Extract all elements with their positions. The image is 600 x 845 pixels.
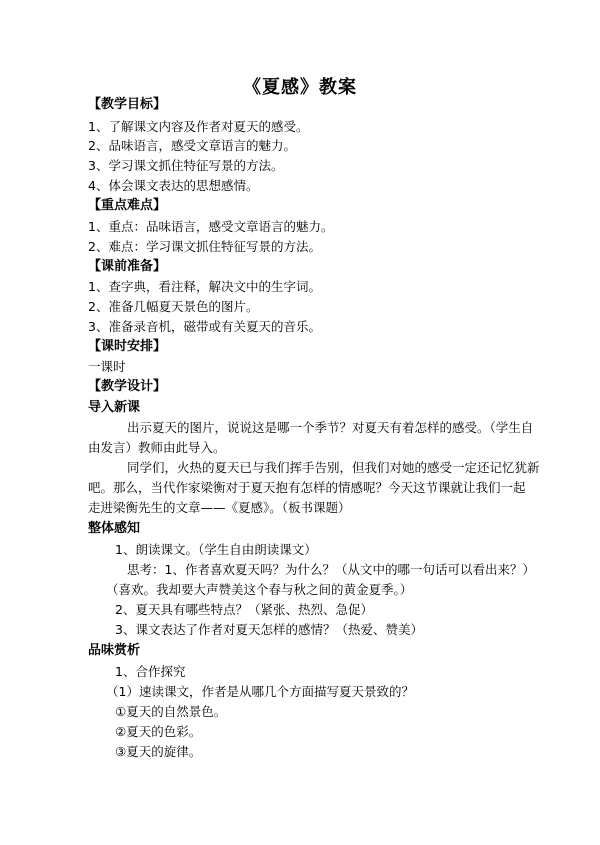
- appreciate-line: ③夏天的旋律。: [115, 744, 202, 759]
- design-heading: 【教学设计】: [88, 379, 167, 394]
- goal-item: 4、体会课文表达的思想感情。: [88, 178, 259, 193]
- overall-line: 思考：1、作者喜欢夏天吗？为什么？（从文中的哪一句话可以看出来？）: [127, 562, 535, 577]
- intro-line: 走进梁衡先生的文章——《夏感》。（板书课题）: [88, 500, 351, 515]
- appreciate-heading: 品味赏析: [88, 643, 141, 658]
- schedule-heading: 【课时安排】: [88, 339, 167, 354]
- document-title: 《夏感》教案: [243, 77, 357, 98]
- goal-item: 3、学习课文抓住特征写景的方法。: [88, 158, 284, 173]
- appreciate-line: （1）速读课文，作者是从哪几个方面描写夏天景致的？: [106, 684, 414, 699]
- intro-line: 同学们，火热的夏天已与我们挥手告别，但我们对她的感受一定还记忆犹新: [127, 460, 540, 475]
- goal-item: 2、品味语言，感受文章语言的魅力。: [88, 138, 296, 153]
- intro-heading: 导入新课: [88, 400, 141, 415]
- goals-heading: 【教学目标】: [88, 97, 167, 112]
- intro-line: 出示夏天的图片，说说这是哪一个季节？对夏天有着怎样的感受。（学生自: [127, 420, 534, 435]
- prep-item: 3、准备录音机，磁带或有关夏天的音乐。: [88, 319, 321, 334]
- overall-line: 2、夏天具有哪些特点？（紧张、热烈、急促）: [115, 602, 373, 617]
- appreciate-line: ②夏天的色彩。: [115, 724, 202, 739]
- overall-line: 3、课文表达了作者对夏天怎样的感情？（热爱、赞美）: [115, 622, 423, 637]
- overall-heading: 整体感知: [88, 521, 141, 536]
- intro-line: 由发言）教师由此导入。: [88, 440, 226, 455]
- goal-item: 1、了解课文内容及作者对夏天的感受。: [88, 119, 309, 134]
- key-item: 2、难点：学习课文抓住特征写景的方法。: [88, 239, 321, 254]
- prep-heading: 【课前准备】: [88, 259, 167, 274]
- prep-item: 2、准备几幅夏天景色的图片。: [88, 299, 259, 314]
- appreciate-line: ①夏天的自然景色。: [115, 704, 227, 719]
- overall-line: 1、朗读课文。（学生自由朗读课文）: [115, 542, 317, 557]
- prep-item: 1、查字典，看注释，解决文中的生字词。: [88, 279, 321, 294]
- key-item: 1、重点：品味语言，感受文章语言的魅力。: [88, 219, 334, 234]
- intro-line: 吧。那么，当代作家梁衡对于夏天抱有怎样的情感呢？今天这节课就让我们一起: [88, 480, 526, 495]
- keys-heading: 【重点难点】: [88, 198, 167, 213]
- schedule-text: 一课时: [88, 359, 126, 374]
- overall-line: （喜欢。我却要大声赞美这个春与秋之间的黄金夏季。）: [106, 582, 413, 597]
- appreciate-line: 1、合作探究: [115, 664, 186, 679]
